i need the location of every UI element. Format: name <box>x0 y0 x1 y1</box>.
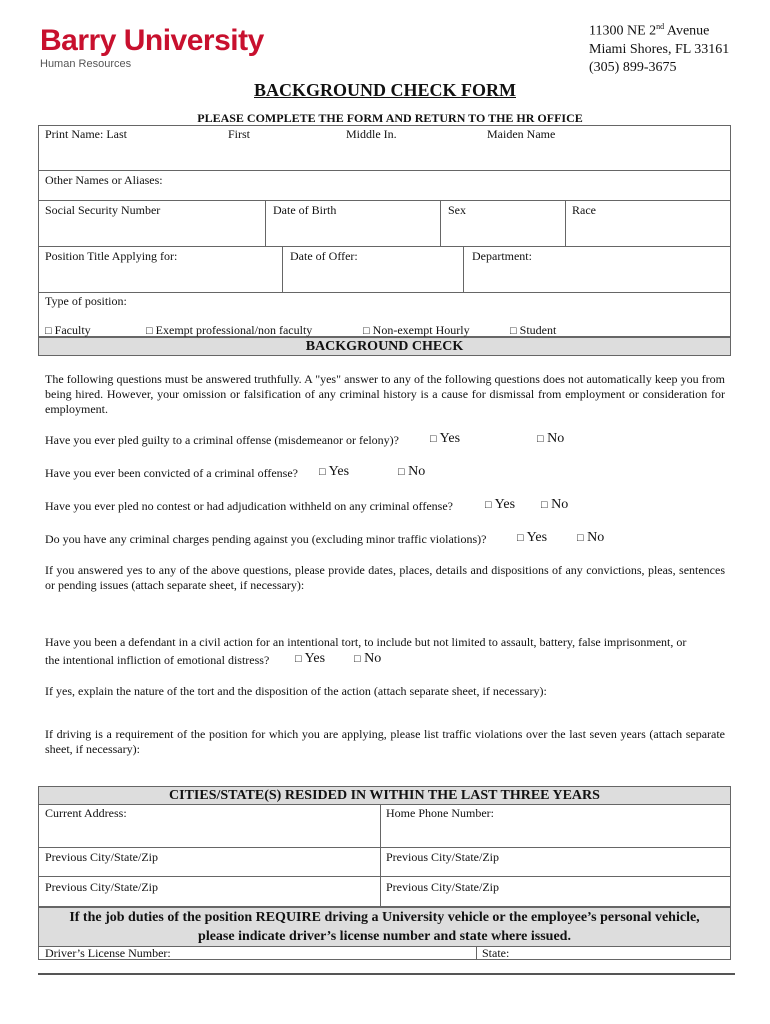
position-option-faculty[interactable]: □ Faculty <box>45 323 91 337</box>
university-logo: Barry University <box>40 24 264 57</box>
address-line3: (305) 899-3675 <box>589 59 677 75</box>
position-option-student[interactable]: □ Student <box>510 323 557 337</box>
form-title: BACKGROUND CHECK FORM <box>254 80 516 100</box>
address-line1-post: Avenue <box>664 23 710 39</box>
q2-yes[interactable]: □ Yes <box>319 464 350 479</box>
checkbox-icon[interactable]: □ <box>510 325 517 337</box>
question-no-contest: Have you ever pled no contest or had adjudication withheld on any criminal offense? <box>45 499 453 513</box>
address-block <box>589 18 729 77</box>
civil-yes[interactable]: □ Yes <box>295 651 326 666</box>
question-convicted: Have you ever been convicted of a criminal offense? <box>45 466 298 480</box>
type-of-position-label: Type of position: <box>45 294 127 308</box>
form-subtitle: PLEASE COMPLETE THE FORM AND RETURN TO THE HR OFFICE <box>197 111 583 125</box>
position-option-exempt[interactable]: □ Exempt professional/non faculty <box>146 323 313 337</box>
department-field[interactable]: Department: <box>472 249 532 263</box>
home-phone-field[interactable]: Home Phone Number: <box>386 806 494 820</box>
question-pending-charges: Do you have any criminal charges pending against you (excluding minor traffic violations)? <box>45 532 487 546</box>
previous-city-field[interactable]: Previous City/State/Zip <box>45 850 158 864</box>
middle-initial-field[interactable]: Middle In. <box>346 127 397 141</box>
race-field[interactable]: Race <box>572 203 596 217</box>
sex-field[interactable]: Sex <box>448 203 466 217</box>
checkbox-icon[interactable]: □ <box>354 653 361 665</box>
background-check-heading: BACKGROUND CHECK <box>38 337 731 356</box>
ssn-field[interactable]: Social Security Number <box>45 203 161 217</box>
q4-no[interactable]: □ No <box>577 530 605 545</box>
first-name-field[interactable]: First <box>228 127 251 141</box>
residence-heading: CITIES/STATE(S) RESIDED IN WITHIN THE LAST THREE YEARS <box>38 786 731 805</box>
footer-divider <box>38 973 735 975</box>
print-name-field[interactable]: Print Name: Last <box>45 127 127 141</box>
logo-subtitle: Human Resources <box>40 58 132 70</box>
checkbox-icon[interactable]: □ <box>541 499 548 511</box>
checkbox-icon[interactable]: □ <box>485 499 492 511</box>
q1-no[interactable]: □ No <box>537 431 565 446</box>
checkbox-icon[interactable]: □ <box>398 466 405 478</box>
if-yes-instructions: If you answered yes to any of the above questions, please provide dates, places, details and dispositions of any convictions, pleas, sentences or pending issues (attach separate sheet, if necessary): <box>45 563 725 592</box>
license-number-field[interactable]: Driver’s License Number: <box>45 946 171 960</box>
address-sup: nd <box>656 22 665 31</box>
address-line2: Miami Shores, FL 33161 <box>589 41 730 57</box>
civil-no[interactable]: □ No <box>354 651 382 666</box>
background-intro: The following questions must be answered truthfully. A "yes" answer to any of the following questions does not automatically keep you from being hired. However, your omission or falsification of any criminal history is a cause for dismissal from employment or consideration for employment. <box>45 372 725 416</box>
checkbox-icon[interactable]: □ <box>430 433 437 445</box>
checkbox-icon[interactable]: □ <box>319 466 326 478</box>
civil-question-line2: the intentional infliction of emotional distress? <box>45 653 270 667</box>
civil-question-line1: Have you been a defendant in a civil action for an intentional tort, to include but not limited to assault, battery, false imprisonment, or <box>45 635 687 649</box>
position-option-nonexempt[interactable]: □ Non-exempt Hourly <box>363 323 470 337</box>
previous-city-field[interactable]: Previous City/State/Zip <box>386 850 499 864</box>
question-pled-guilty: Have you ever pled guilty to a criminal offense (misdemeanor or felony)? <box>45 433 399 447</box>
personal-info-box <box>38 125 731 337</box>
checkbox-icon[interactable]: □ <box>45 325 52 337</box>
checkbox-icon[interactable]: □ <box>146 325 153 337</box>
q4-yes[interactable]: □ Yes <box>517 530 548 545</box>
aliases-field[interactable]: Other Names or Aliases: <box>45 173 163 187</box>
q3-no[interactable]: □ No <box>541 497 569 512</box>
checkbox-icon[interactable]: □ <box>517 532 524 544</box>
checkbox-icon[interactable]: □ <box>363 325 370 337</box>
checkbox-icon[interactable]: □ <box>295 653 302 665</box>
driving-violations: If driving is a requirement of the position for which you are applying, please list traffic violations over the last seven years (attach separate sheet, if necessary): <box>45 727 725 756</box>
previous-city-field[interactable]: Previous City/State/Zip <box>386 880 499 894</box>
previous-city-field[interactable]: Previous City/State/Zip <box>45 880 158 894</box>
license-state-field[interactable]: State: <box>482 946 510 960</box>
dob-field[interactable]: Date of Birth <box>273 203 337 217</box>
q1-yes[interactable]: □ Yes <box>430 431 461 446</box>
license-notice: If the job duties of the position REQUIRE driving a University vehicle or the employee’s personal vehicle, please indicate driver’s license number and state where issued. <box>38 907 731 947</box>
q2-no[interactable]: □ No <box>398 464 426 479</box>
tort-explain: If yes, explain the nature of the tort and the disposition of the action (attach separate sheet, if necessary): <box>45 684 547 698</box>
date-of-offer-field[interactable]: Date of Offer: <box>290 249 358 263</box>
q3-yes[interactable]: □ Yes <box>485 497 516 512</box>
address-line1: 11300 NE 2 <box>589 23 657 39</box>
current-address-field[interactable]: Current Address: <box>45 806 127 820</box>
checkbox-icon[interactable]: □ <box>537 433 544 445</box>
checkbox-icon[interactable]: □ <box>577 532 584 544</box>
maiden-name-field[interactable]: Maiden Name <box>487 127 556 141</box>
position-title-field[interactable]: Position Title Applying for: <box>45 249 178 263</box>
